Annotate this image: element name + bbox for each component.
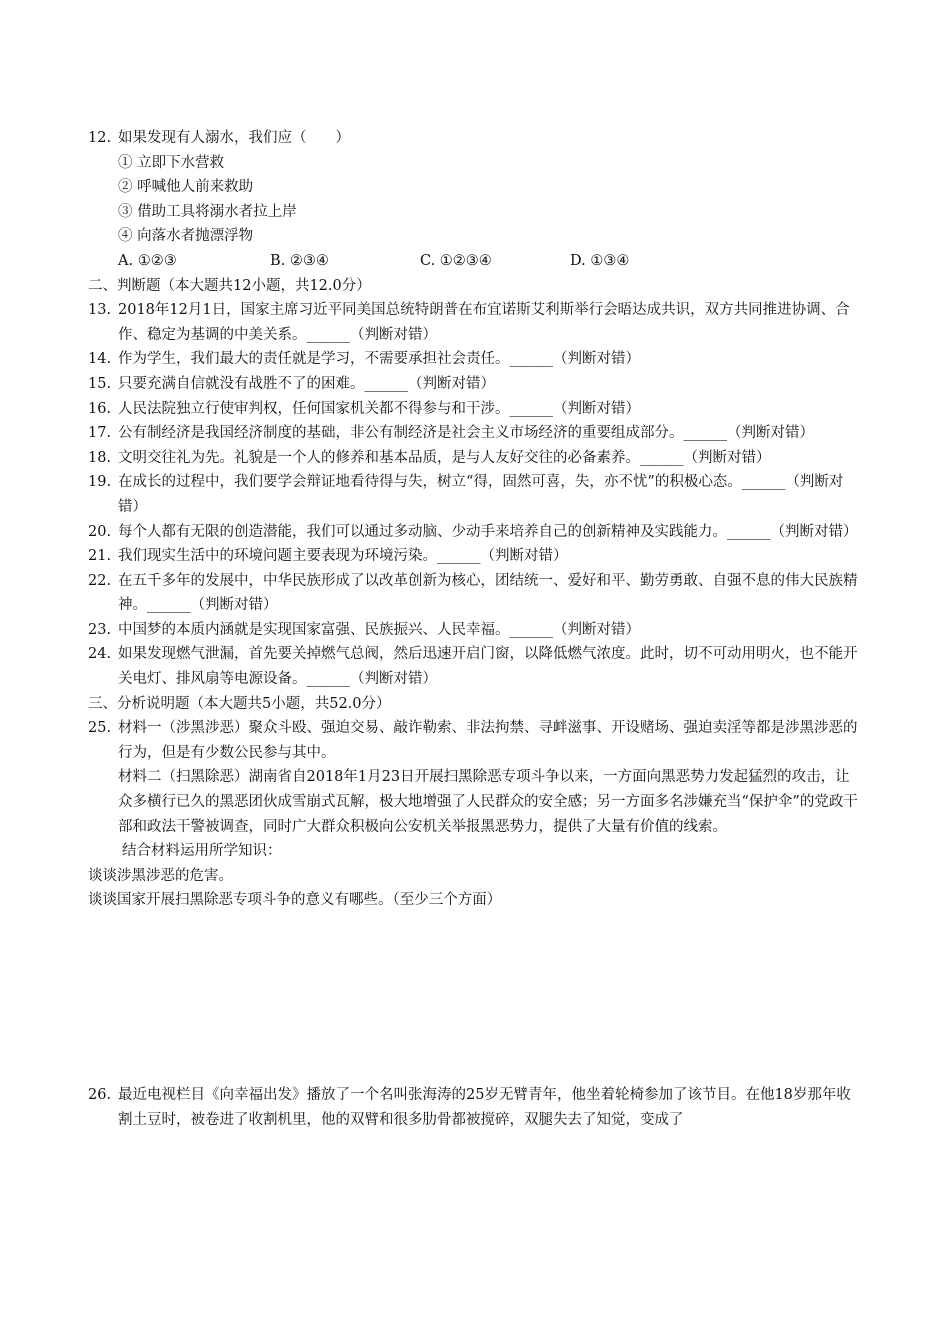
question-number: 16. <box>88 400 112 417</box>
question-14 <box>88 347 864 372</box>
question-number: 24. <box>88 646 112 663</box>
answer-space <box>88 913 864 1083</box>
question-number: 23. <box>88 621 112 638</box>
question-number: 26. <box>88 1087 112 1103</box>
question-21 <box>88 544 864 569</box>
question-number: 19. <box>88 474 112 491</box>
question-text: 中国梦的本质内涵就是实现国家富强、民族振兴、人民幸福。______（判断对错） <box>118 621 640 638</box>
question-number: 18. <box>88 449 112 466</box>
question-number: 13. <box>88 302 112 319</box>
exam-page <box>88 126 864 1132</box>
question-number: 15. <box>88 375 112 392</box>
question-text: 在成长的过程中，我们要学会辩证地看待得与失，树立“得，固然可喜，失，亦不忧”的积极心态。______（判断对错） <box>118 474 844 515</box>
option-1: ① 立即下水营救 <box>118 154 225 171</box>
question-text: 只要充满自信就没有战胜不了的困难。______（判断对错） <box>118 375 495 392</box>
question-20 <box>88 520 864 545</box>
question-text: 最近电视栏目《向幸福出发》播放了一个名叫张海涛的25岁无臂青年，他坐着轮椅参加了该节目。在他18岁那年收割土豆时，被卷进了收割机里，他的双臂和很多肋骨都被搅碎，双腿失去了知觉，变成了 <box>118 1087 851 1128</box>
question-prompt: 结合材料运用所学知识： <box>122 843 282 860</box>
choice-b: B. ②③④ <box>270 252 329 269</box>
question-number: 14. <box>88 351 112 368</box>
question-26 <box>88 1083 864 1132</box>
question-24 <box>88 642 864 691</box>
material-one: 材料一（涉黑涉恶）聚众斗殴、强迫交易、敲诈勒索、非法拘禁、寻衅滋事、开设赌场、强迫卖淫等都是涉黑涉恶的行为，但是有少数公民参与其中。 <box>118 720 858 761</box>
question-18 <box>88 446 864 471</box>
question-23 <box>88 618 864 643</box>
question-number: 12. <box>88 130 112 146</box>
question-19 <box>88 470 864 519</box>
answer-choices <box>88 249 864 274</box>
question-number: 22. <box>88 572 112 589</box>
question-text: 我们现实生活中的环境问题主要表现为环境污染。______（判断对错） <box>118 548 568 565</box>
section-heading-judge: 二、判断题（本大题共12小题，共12.0分） <box>88 277 371 294</box>
sub-question-1: 谈谈涉黑涉恶的危害。 <box>88 867 233 884</box>
choice-a: A. ①②③ <box>118 252 177 269</box>
question-number: 17. <box>88 425 112 442</box>
option-3: ③ 借助工具将溺水者拉上岸 <box>118 203 297 220</box>
option-4: ④ 向落水者抛漂浮物 <box>118 228 254 245</box>
question-text: 2018年12月1日，国家主席习近平同美国总统特朗普在布宜诺斯艾利斯举行会晤达成共识，双方共同推进协调、合作、稳定为基调的中美关系。______（判断对错） <box>118 302 850 343</box>
section-heading-analysis: 三、分析说明题（本大题共5小题，共52.0分） <box>88 695 391 712</box>
choice-d: D. ①③④ <box>570 252 630 269</box>
question-12 <box>88 126 864 151</box>
question-text: 公有制经济是我国经济制度的基础，非公有制经济是社会主义市场经济的重要组成部分。______（判断对错） <box>118 425 814 442</box>
question-13 <box>88 298 864 347</box>
question-text: 作为学生，我们最大的责任就是学习，不需要承担社会责任。______（判断对错） <box>118 351 640 368</box>
sub-question-2: 谈谈国家开展扫黑除恶专项斗争的意义有哪些。（至少三个方面） <box>88 892 502 909</box>
question-text: 每个人都有无限的创造潜能，我们可以通过多动脑、少动手来培养自己的创新精神及实践能力。______（判断对错） <box>118 523 858 540</box>
question-15 <box>88 372 864 397</box>
question-22 <box>88 569 864 618</box>
question-stem: 如果发现有人溺水，我们应（ ） <box>118 130 350 146</box>
choice-c: C. ①②③④ <box>420 252 492 269</box>
option-2: ② 呼喊他人前来救助 <box>118 179 254 196</box>
question-text: 文明交往礼为先。礼貌是一个人的修养和基本品质，是与人友好交往的必备素养。______（判断对错） <box>118 449 771 466</box>
question-number: 25. <box>88 720 112 737</box>
question-number: 21. <box>88 548 112 565</box>
question-text: 在五千多年的发展中，中华民族形成了以改革创新为核心，团结统一、爱好和平、勤劳勇敢、自强不息的伟大民族精神。______（判断对错） <box>118 572 858 614</box>
question-17 <box>88 421 864 446</box>
question-text: 人民法院独立行使审判权，任何国家机关都不得参与和干涉。______（判断对错） <box>118 400 640 417</box>
question-text: 如果发现燃气泄漏，首先要关掉燃气总阀，然后迅速开启门窗，以降低燃气浓度。此时，切不可动用明火，也不能开关电灯、排风扇等电源设备。______（判断对错） <box>118 646 858 688</box>
question-number: 20. <box>88 523 112 540</box>
question-25 <box>88 716 864 864</box>
material-two: 材料二（扫黑除恶）湖南省自2018年1月23日开展扫黑除恶专项斗争以来，一方面向黑恶势力发起猛烈的攻击，让众多横行已久的黑恶团伙成雪崩式瓦解，极大地增强了人民群众的安全感；另一方面多名涉嫌充当“保护伞”的党政干部和政法干警被调查，同时广大群众积极向公安机关举报黑恶势力，提供了大量有价值的线索。 <box>118 769 858 835</box>
question-16 <box>88 397 864 422</box>
